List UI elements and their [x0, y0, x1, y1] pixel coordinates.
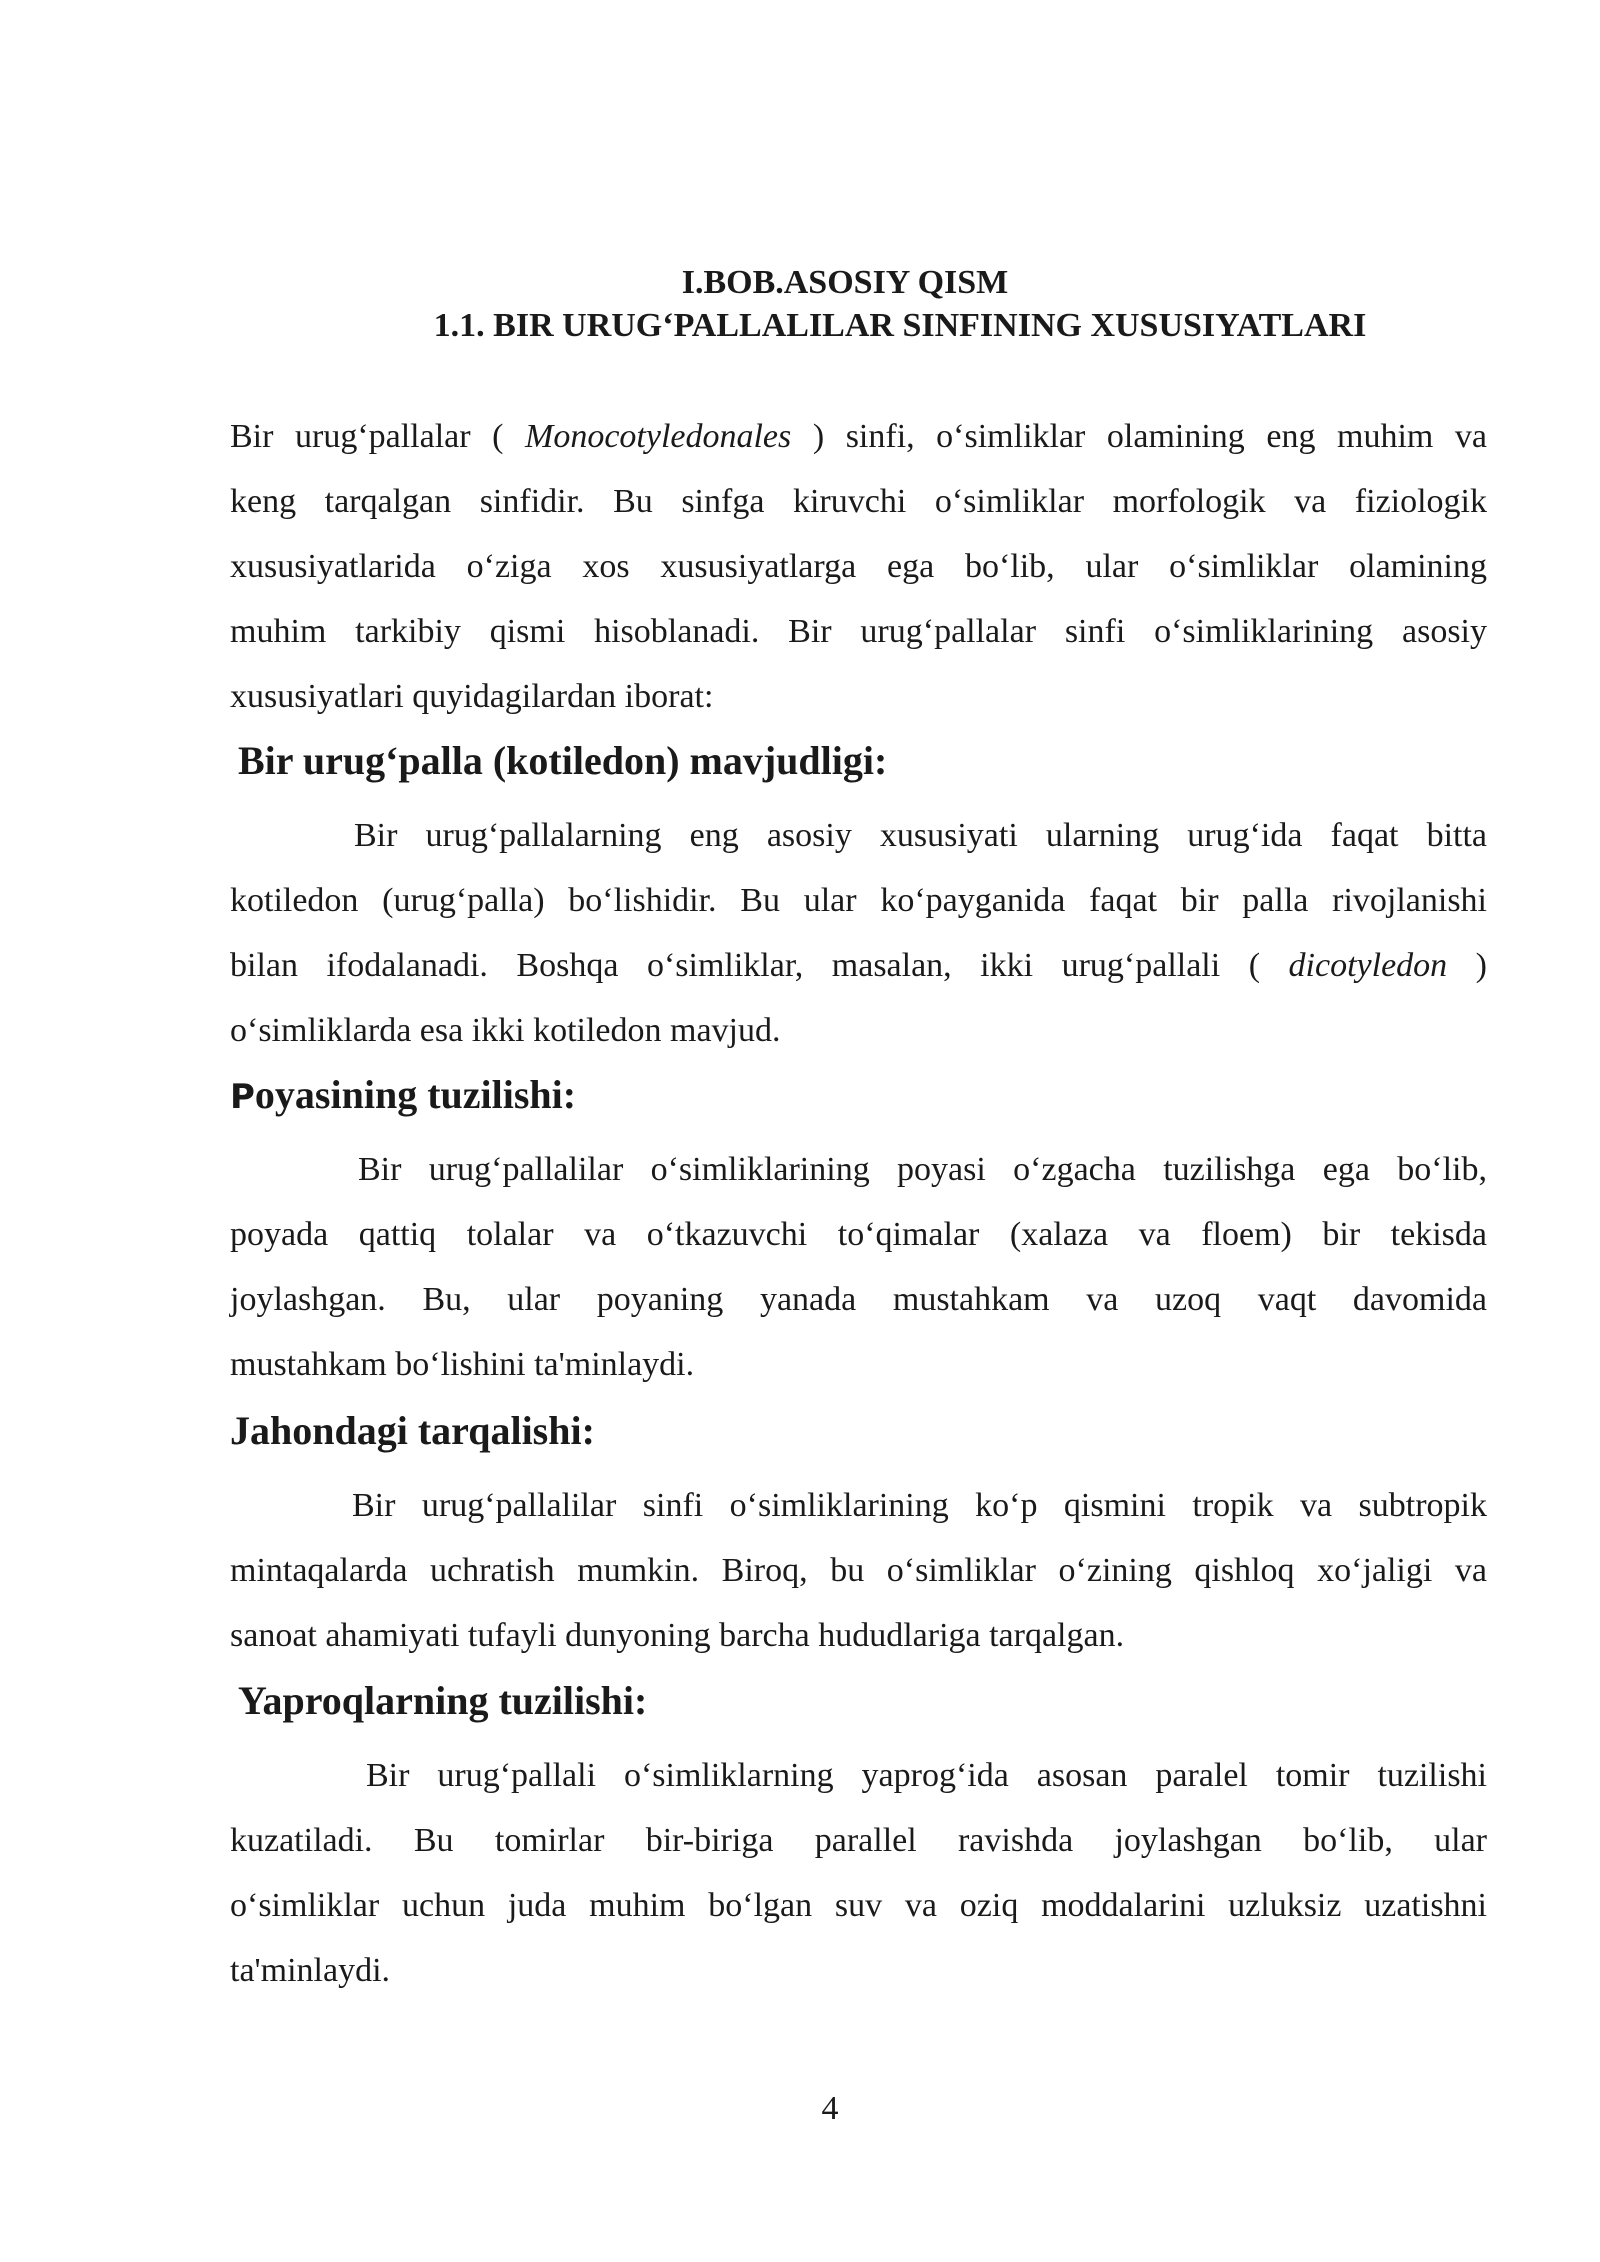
- intro-line-4: muhim tarkibiy qismi hisoblanadi. Bir urug‘pallalar sinfi o‘simliklarining asosiy: [230, 613, 1487, 650]
- intro-line-1-post: ) sinfi, o‘simliklar olamining eng muhim va: [791, 418, 1487, 455]
- yaproqlar-line-1: Bir urug‘pallali o‘simliklarning yaprog‘ida asosan paralel tomir tuzilishi: [366, 1757, 1487, 1794]
- paragraph-yaproqlar: [230, 1743, 1487, 2003]
- poyasi-line-3: joylashgan. Bu, ular poyaning yanada mustahkam va uzoq vaqt davomida: [230, 1281, 1487, 1318]
- poyasi-line-1: Bir urug‘pallalilar o‘simliklarining poyasi o‘zgacha tuzilishga ega bo‘lib,: [358, 1151, 1487, 1188]
- heading-poyasi: [230, 1070, 576, 1122]
- tarqalishi-line-3: sanoat ahamiyati tufayli dunyoning barcha hududlariga tarqalgan.: [230, 1617, 1125, 1654]
- section-title: 1.1. BIR URUG‘PALLALILAR SINFINING XUSUSIYATLARI: [433, 307, 1367, 344]
- intro-line-1-pre: Bir urug‘pallalar (: [230, 418, 525, 455]
- intro-line-1: [230, 404, 1487, 469]
- intro-line-5: xususiyatlari quyidagilardan iborat:: [230, 678, 714, 715]
- kotiledon-line-3-pre: bilan ifodalanadi. Boshqa o‘simliklar, masalan, ikki urug‘pallali (: [230, 947, 1289, 984]
- yaproqlar-line-2: kuzatiladi. Bu tomirlar bir-biriga parallel ravishda joylashgan bo‘lib, ular: [230, 1822, 1487, 1859]
- paragraph-tarqalishi: [230, 1473, 1487, 1668]
- yaproqlar-line-4: ta'minlaydi.: [230, 1952, 391, 1989]
- heading-poyasi-first: P: [230, 1077, 255, 1117]
- kotiledon-line-4: o‘simliklarda esa ikki kotiledon mavjud.: [230, 1012, 781, 1049]
- heading-yaproqlar: Yaproqlarning tuzilishi:: [238, 1678, 648, 1723]
- intro-line-3: xususiyatlarida o‘ziga xos xususiyatlarga ega bo‘lib, ular o‘simliklar olamining: [230, 548, 1487, 585]
- chapter-title: I.BOB.ASOSIY QISM: [681, 264, 1009, 301]
- page-number: 4: [821, 2090, 839, 2127]
- tarqalishi-line-2: mintaqalarda uchratish mumkin. Biroq, bu o‘simliklar o‘zining qishloq xo‘jaligi va: [230, 1552, 1487, 1589]
- heading-tarqalishi: Jahondagi tarqalishi:: [230, 1408, 595, 1453]
- heading-kotiledon: Bir urug‘palla (kotiledon) mavjudligi:: [238, 738, 888, 783]
- paragraph-kotiledon: [230, 803, 1487, 1063]
- kotiledon-line-1: Bir urug‘pallalarning eng asosiy xususiyati ularning urug‘ida faqat bitta: [354, 817, 1487, 854]
- heading-poyasi-rest: oyasining tuzilishi:: [254, 1072, 577, 1117]
- kotiledon-line-3: [230, 933, 1487, 998]
- yaproqlar-line-3: o‘simliklar uchun juda muhim bo‘lgan suv va oziq moddalarini uzluksiz uzatishni: [230, 1887, 1487, 1924]
- poyasi-line-4: mustahkam bo‘lishini ta'minlaydi.: [230, 1346, 695, 1383]
- latin-term-dicotyledon: dicotyledon: [1288, 947, 1448, 984]
- latin-term-monocotyledonales: Monocotyledonales: [525, 418, 792, 455]
- kotiledon-line-2: kotiledon (urug‘palla) bo‘lishidir. Bu ular ko‘payganida faqat bir palla rivojlanishi: [230, 882, 1487, 919]
- intro-line-2: keng tarqalgan sinfidir. Bu sinfga kiruvchi o‘simliklar morfologik va fiziologik: [230, 483, 1487, 520]
- paragraph-poyasi: [230, 1137, 1487, 1397]
- poyasi-line-2: poyada qattiq tolalar va o‘tkazuvchi to‘qimalar (xalaza va floem) bir tekisda: [230, 1216, 1487, 1253]
- kotiledon-line-3-post: ): [1447, 947, 1488, 984]
- tarqalishi-line-1: Bir urug‘pallalilar sinfi o‘simliklarining ko‘p qismini tropik va subtropik: [352, 1487, 1487, 1524]
- intro-paragraph: [230, 404, 1487, 729]
